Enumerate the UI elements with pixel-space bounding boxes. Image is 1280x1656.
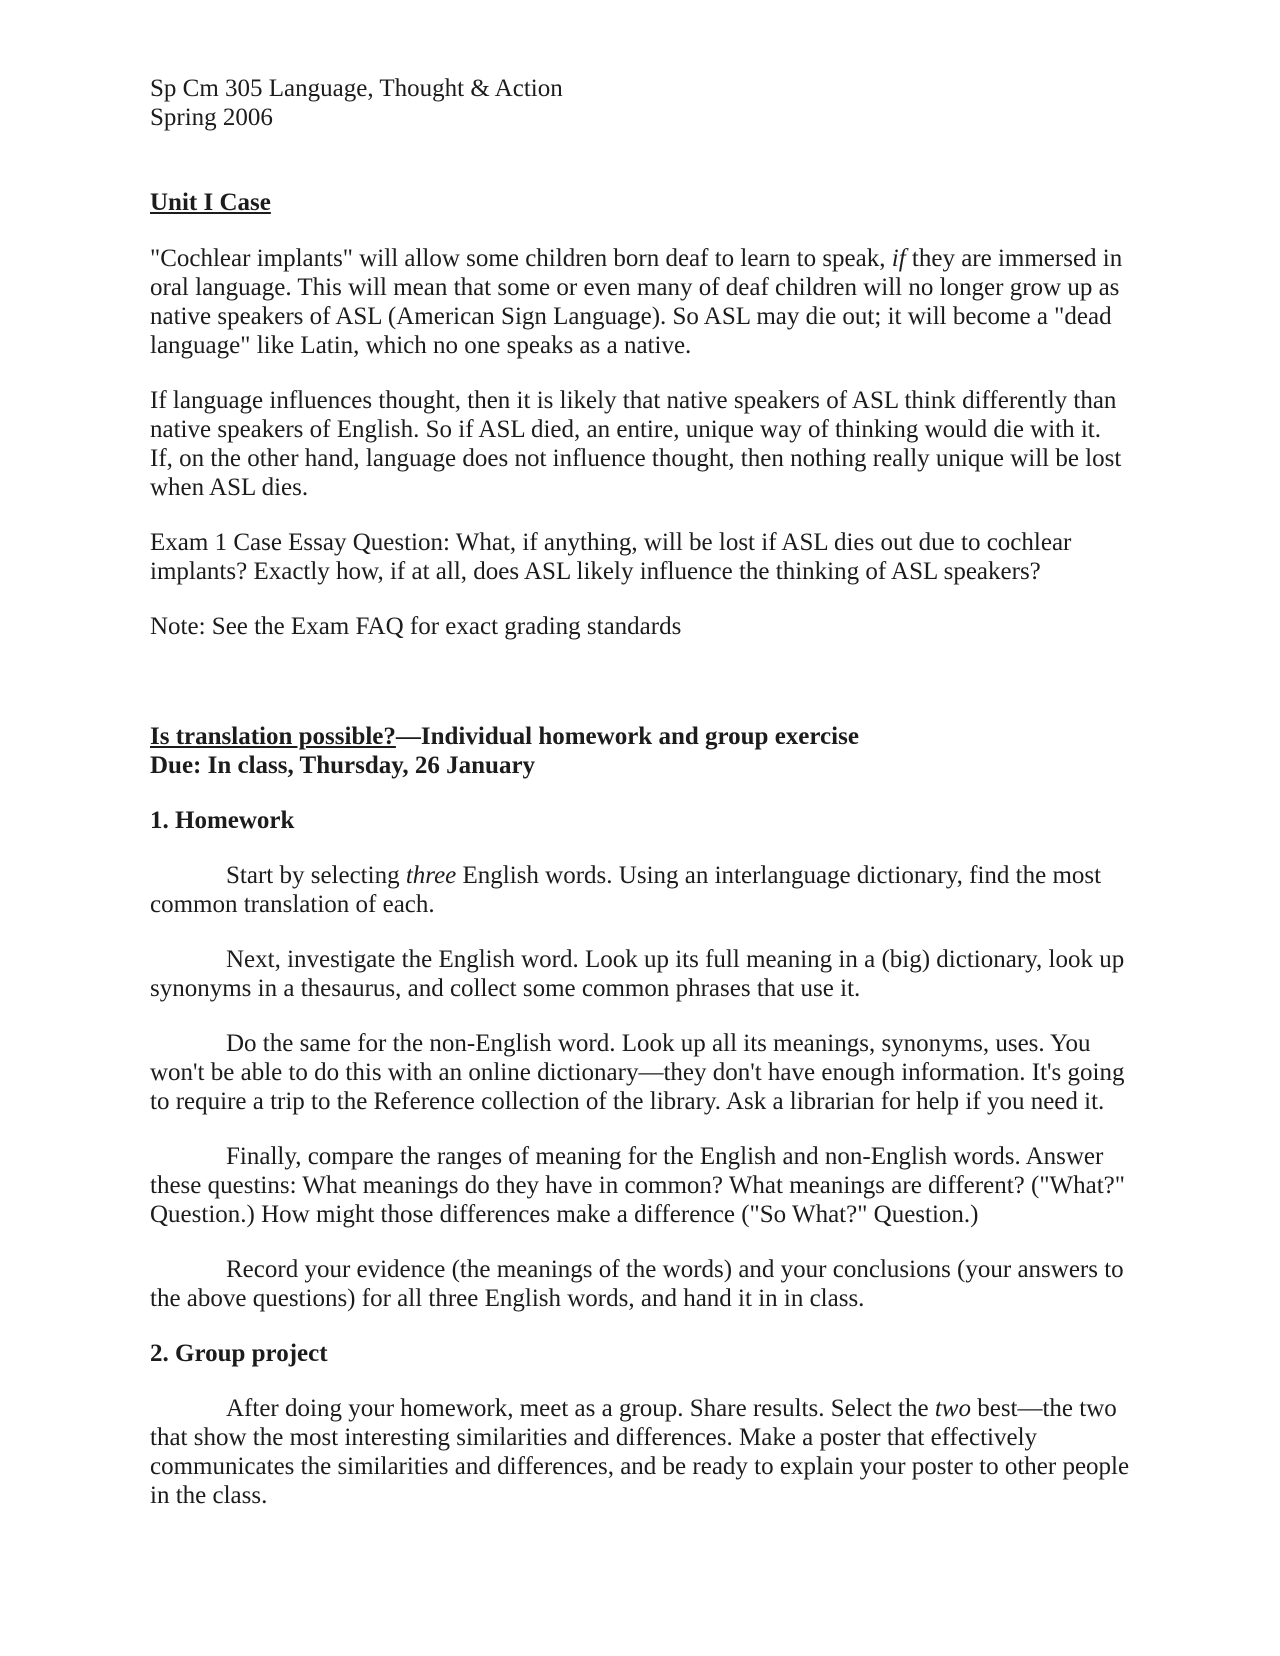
homework-paragraph-1: Start by selecting three English words. Using an interlanguage dictionary, find the most common translation of each. [150, 862, 1102, 918]
course-title: Sp Cm 305 Language, Thought & Action [150, 75, 563, 102]
page-content [150, 74, 1130, 1510]
homework-heading: 1. Homework [150, 807, 295, 834]
homework-paragraph-3: Do the same for the non-English word. Look up all its meanings, synonyms, uses. You won't be able to do this with an online dictionary—they don't have enough information. It's going to require a trip to the Reference collection of the library. Ask a librarian for help if you need it. [150, 1030, 1125, 1115]
due-date: Due: In class, Thursday, 26 January [150, 752, 536, 779]
exam-question: Exam 1 Case Essay Question: What, if anything, will be lost if ASL dies out due to cochlear implants? Exactly how, if at all, does ASL likely influence the thinking of ASL speakers? [150, 529, 1072, 585]
group-project-heading: 2. Group project [150, 1340, 328, 1367]
course-term: Spring 2006 [150, 104, 273, 131]
grading-note: Note: See the Exam FAQ for exact grading standards [150, 613, 682, 640]
homework-paragraph-4: Finally, compare the ranges of meaning for the English and non-English words. Answer these questins: What meanings do they have in common? What meanings are different? ("What?" Question.) How might those differences make a difference ("So What?" Question.) [150, 1143, 1125, 1228]
translation-title: Is translation possible?—Individual homework and group exercise [150, 723, 859, 750]
homework-paragraph-5: Record your evidence (the meanings of the words) and your conclusions (your answers to the above questions) for all three English words, and hand it in in class. [150, 1256, 1124, 1312]
unit-paragraph-1: "Cochlear implants" will allow some children born deaf to learn to speak, if they are immersed in oral language. This will mean that some or even many of deaf children will no longer grow up as native speakers of ASL (American Sign Language). So ASL may die out; it will become a "dead language" like Latin, which no one speaks as a native. [150, 245, 1123, 359]
unit-title: Unit I Case [150, 189, 271, 216]
unit-paragraph-2: If language influences thought, then it is likely that native speakers of ASL think differently than native speakers of English. So if ASL died, an entire, unique way of thinking would die with it. If, on the other hand, language does not influence thought, then nothing really unique will be lost when ASL dies. [150, 387, 1122, 501]
homework-paragraph-2: Next, investigate the English word. Look up its full meaning in a (big) dictionary, look up synonyms in a thesaurus, and collect some common phrases that use it. [150, 946, 1125, 1002]
group-project-paragraph: After doing your homework, meet as a group. Share results. Select the two best—the two that show the most interesting similarities and differences. Make a poster that effectively communicates the similarities and differences, and be ready to explain your poster to other people in the class. [150, 1395, 1130, 1509]
